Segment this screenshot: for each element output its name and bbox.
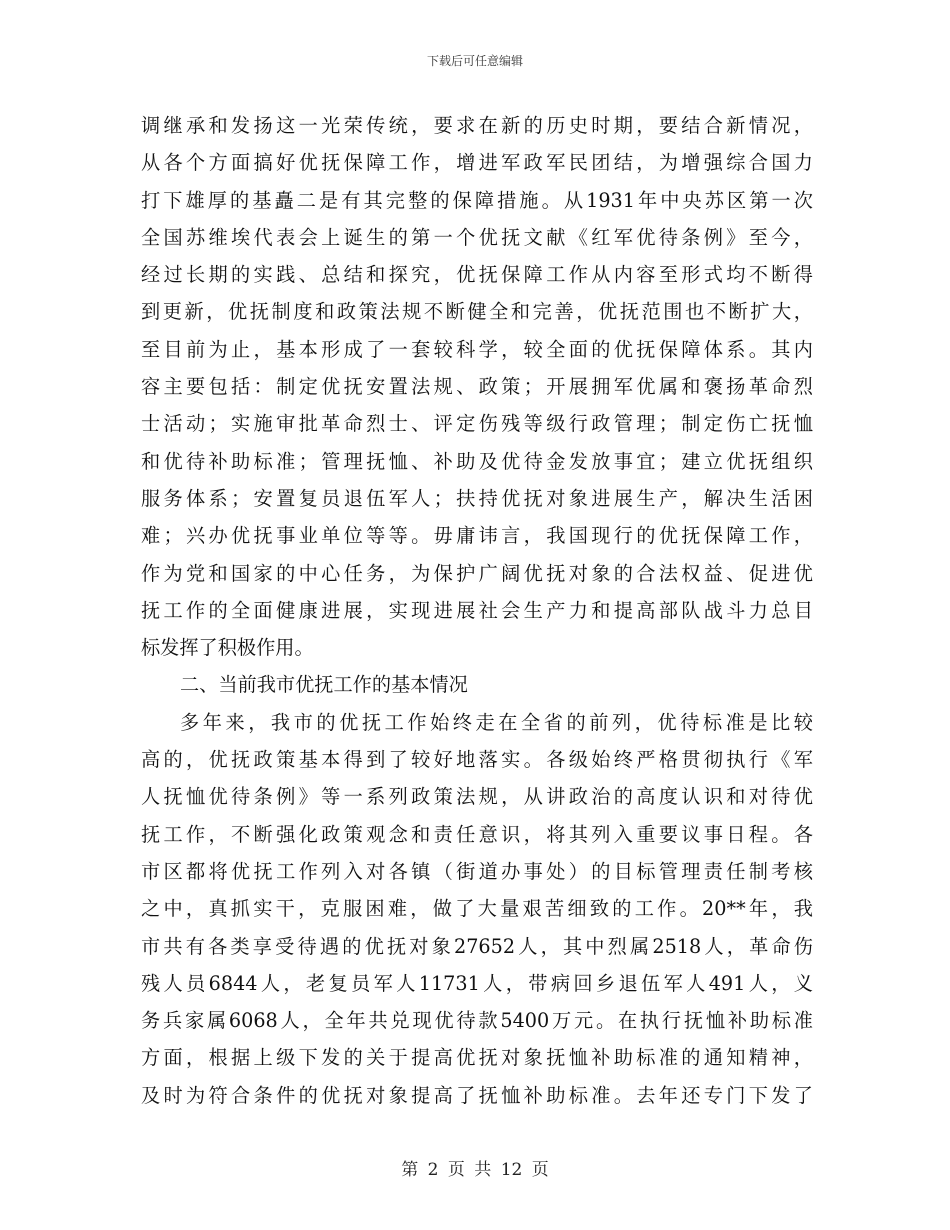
text-line: 高的，优抚政策基本得到了较好地落实。各级始终严格贯彻执行《军 [141,748,813,772]
text-line: 到更新，优抚制度和政策法规不断健全和完善，优抚范围也不断扩大， [141,300,813,324]
body-text [141,107,813,1114]
text-line: 全国苏维埃代表会上诞生的第一个优抚文献《红军优待条例》至今， [141,225,813,249]
text-line: 从各个方面搞好优抚保障工作，增进军政军民团结，为增强综合国力 [141,151,813,175]
text-line: 残人员6844人，老复员军人11731人，带病回乡退伍军人491人，义 [141,971,813,995]
text-line: 经过长期的实践、总结和探究，优抚保障工作从内容至形式均不断得 [141,263,813,287]
text-line: 方面，根据上级下发的关于提高优抚对象抚恤补助标准的通知精神， [141,1046,813,1070]
text-line: 难；兴办优抚事业单位等等。毋庸讳言，我国现行的优抚保障工作， [141,524,813,548]
text-line: 标发挥了积极作用。 [141,636,314,660]
text-line: 抚工作，不断强化政策观念和责任意识，将其列入重要议事日程。各 [141,822,813,846]
text-line: 打下雄厚的基矗二是有其完整的保障措施。从1931年中央苏区第一次 [141,188,813,212]
text-line: 至目前为止，基本形成了一套较科学，较全面的优抚保障体系。其内 [141,337,813,361]
text-line: 市区都将优抚工作列入对各镇（街道办事处）的目标管理责任制考核 [141,859,813,883]
text-line: 士活动；实施审批革命烈士、评定伤残等级行政管理；制定伤亡抚恤 [141,412,813,436]
text-line: 多年来，我市的优抚工作始终走在全省的前列，优待标准是比较 [180,710,813,734]
text-line: 市共有各类享受待遇的优抚对象27652人，其中烈属2518人，革命伤 [141,934,813,958]
text-line: 人抚恤优待条例》等一系列政策法规，从讲政治的高度认识和对待优 [141,785,813,809]
text-line: 务兵家属6068人，全年共兑现优待款5400万元。在执行抚恤补助标准 [141,1009,813,1033]
text-line: 作为党和国家的中心任务，为保护广阔优抚对象的合法权益、促进优 [141,561,813,585]
text-line: 二、当前我市优抚工作的基本情况 [180,673,468,697]
text-line: 服务体系；安置复员退伍军人；扶持优抚对象进展生产，解决生活困 [141,486,813,510]
text-line: 之中，真抓实干，克服困难，做了大量艰苦细致的工作。20**年，我 [141,897,813,921]
text-line: 抚工作的全面健康进展，实现进展社会生产力和提高部队战斗力总目 [141,598,813,622]
page-header: 下载后可任意编辑 [426,54,523,68]
text-line: 调继承和发扬这一光荣传统，要求在新的历史时期，要结合新情况， [141,114,813,137]
page-footer: 第 2 页 共 12 页 [401,1160,549,1180]
text-line: 和优待补助标准；管理抚恤、补助及优待金发放事宜；建立优抚组织 [141,449,813,473]
text-line: 容主要包括：制定优抚安置法规、政策；开展拥军优属和褒扬革命烈 [141,375,813,399]
text-line: 及时为符合条件的优抚对象提高了抚恤补助标准。去年还专门下发了 [141,1083,813,1107]
